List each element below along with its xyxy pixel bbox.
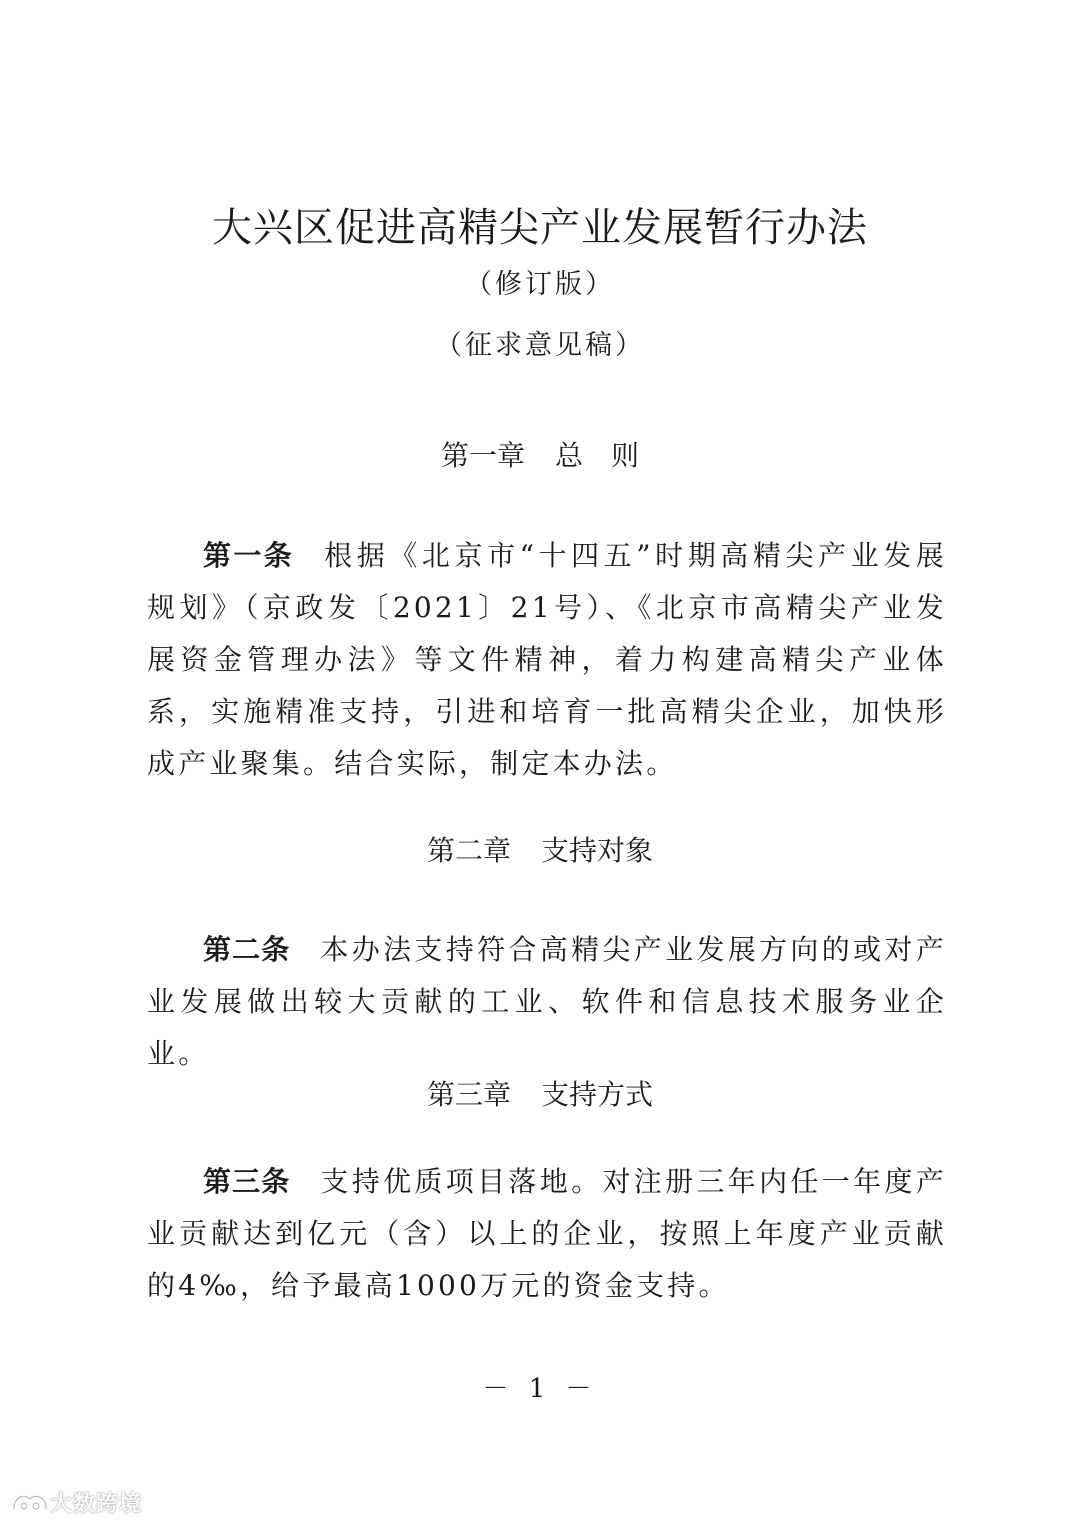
article-text: 根据《北京市“十四五”时期高精尖产业发展规划》（京政发〔2021〕21号）、《北京市高精尖产业发展资金管理办法》等文件精神，着力构建高精尖产业体系，实施精准支持，引进和培育一批高精尖企业，加快形成产业聚集。结合实际，制定本办法。 [147,539,947,780]
chapter-number: 第二章 [426,834,511,867]
article-2 [147,924,947,1080]
article-1 [147,530,947,790]
article-text: 本办法支持符合高精尖产业发展方向的或对产业发展做出较大贡献的工业、软件和信息技术服务业企业。 [147,933,947,1070]
article-3 [147,1156,947,1312]
document-status: （征求意见稿） [435,330,645,361]
article-text: 对注册三年内任一年度产业贡献达到亿元（含）以上的企业，按照上年度产业贡献的4‰，给予最高1000万元的资金支持。 [147,1165,947,1302]
chapter-number: 第一章 [440,439,525,472]
watermark-text: 大数跨境 [50,1491,143,1517]
brand-logo-icon [10,1489,50,1515]
chapter-heading-3 [0,1073,1080,1113]
chapter-heading-2 [0,829,1080,869]
chapter-name: 支持对象 [541,834,654,867]
article-label: 第三条 [203,1165,291,1198]
watermark [10,1487,142,1517]
article-lead: 支持优质项目落地。 [320,1165,603,1198]
document-title: 大兴区促进高精尖产业发展暂行办法 [212,205,868,251]
article-label: 第二条 [203,933,291,966]
article-label: 第一条 [203,539,295,572]
page-number: － 1 － [482,1374,598,1404]
document-version: （修订版） [465,269,615,300]
chapter-name: 总 则 [555,439,640,472]
chapter-heading-1 [0,434,1080,474]
chapter-number: 第三章 [426,1078,511,1111]
chapter-name: 支持方式 [541,1078,654,1111]
